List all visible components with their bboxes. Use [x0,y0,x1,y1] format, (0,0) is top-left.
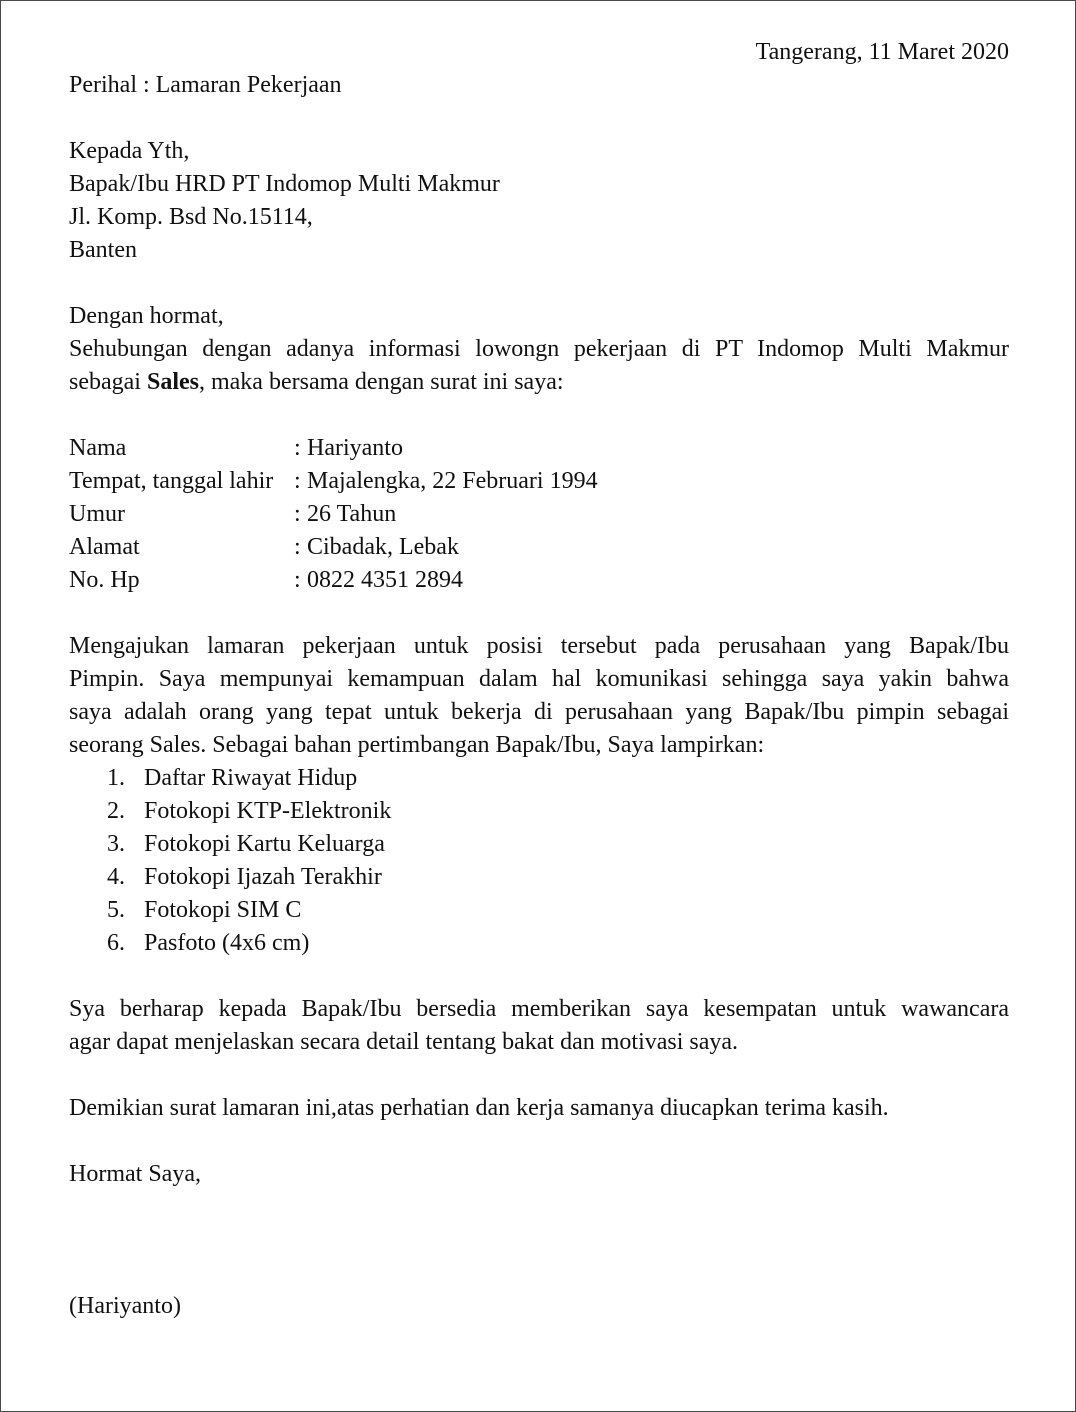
hope-line-1: Sya berharap kepada Bapak/Ibu bersedia memberikan saya kesempatan untuk wawancara [69,996,1009,1022]
hope-paragraph [69,993,1009,1059]
recipient-block [69,135,1009,267]
intro-line-1: Sehubungan dengan adanya informasi lowongn pekerjaan di PT Indomop Multi Makmur [69,336,1009,362]
applicant-details [69,432,1009,597]
detail-value: 26 Tahun [307,501,397,527]
list-number: 3. [107,831,125,857]
detail-row-age [69,498,1009,531]
recipient-address: Jl. Komp. Bsd No.15114, [69,204,313,230]
intro-paragraph [69,333,1009,399]
list-number: 6. [107,930,125,956]
intro-line-2: sebagai Sales, maka bersama dengan surat ini saya: [69,369,564,395]
list-item [69,795,1009,828]
list-text: Daftar Riwayat Hidup [144,765,358,791]
list-text: Pasfoto (4x6 cm) [144,930,310,956]
detail-label: Umur [69,501,125,527]
list-text: Fotokopi Ijazah Terakhir [144,864,382,890]
detail-row-name [69,432,1009,465]
regards: Hormat Saya, [69,1161,201,1187]
detail-value: 0822 4351 2894 [307,567,463,593]
body-line-1: Mengajukan lamaran pekerjaan untuk posisi tersebut pada perusahaan yang Bapak/Ibu [69,633,1009,659]
detail-value: Cibadak, Lebak [307,534,459,560]
hope-line-2: agar dapat menjelaskan secara detail tentang bakat dan motivasi saya. [69,1029,739,1055]
detail-label: Tempat, tanggal lahir [69,468,274,494]
attachment-list [69,762,1009,960]
recipient-province: Banten [69,237,137,263]
salutation: Dengan hormat, [69,303,224,329]
list-item [69,762,1009,795]
detail-row-address [69,531,1009,564]
detail-separator: : [294,567,301,593]
detail-value: Majalengka, 22 Februari 1994 [307,468,598,494]
list-text: Fotokopi Kartu Keluarga [144,831,385,857]
list-number: 1. [107,765,125,791]
letter-content [69,36,1009,1323]
list-item [69,861,1009,894]
recipient-name: Bapak/Ibu HRD PT Indomop Multi Makmur [69,171,500,197]
detail-separator: : [294,501,301,527]
body-paragraph [69,630,1009,762]
body-line-4: seorang Sales. Sebagai bahan pertimbangan Bapak/Ibu, Saya lampirkan: [69,732,765,758]
detail-row-birth [69,465,1009,498]
list-text: Fotokopi SIM C [144,897,302,923]
detail-row-phone [69,564,1009,597]
body-line-3: saya adalah orang yang tepat untuk bekerja di perusahaan yang Bapak/Ibu pimpin sebagai [69,699,1009,725]
list-number: 4. [107,864,125,890]
detail-value: Hariyanto [307,435,403,461]
detail-separator: : [294,435,301,461]
list-number: 5. [107,897,125,923]
closing-paragraph: Demikian surat lamaran ini,atas perhatian dan kerja samanya diucapkan terima kasih. [69,1095,889,1121]
list-text: Fotokopi KTP-Elektronik [144,798,392,824]
detail-label: No. Hp [69,567,140,593]
position-name: Sales [146,369,199,395]
list-item [69,927,1009,960]
detail-separator: : [294,468,301,494]
subject-line: Perihal : Lamaran Pekerjaan [69,72,342,98]
body-line-2: Pimpin. Saya mempunyai kemampuan dalam hal komunikasi sehingga saya yakin bahwa [69,666,1009,692]
detail-label: Nama [69,435,127,461]
detail-label: Alamat [69,534,140,560]
list-number: 2. [107,798,125,824]
list-item [69,894,1009,927]
place-date: Tangerang, 11 Maret 2020 [755,39,1009,65]
list-item [69,828,1009,861]
detail-separator: : [294,534,301,560]
signature-name: (Hariyanto) [69,1293,181,1319]
recipient-greeting: Kepada Yth, [69,138,190,164]
